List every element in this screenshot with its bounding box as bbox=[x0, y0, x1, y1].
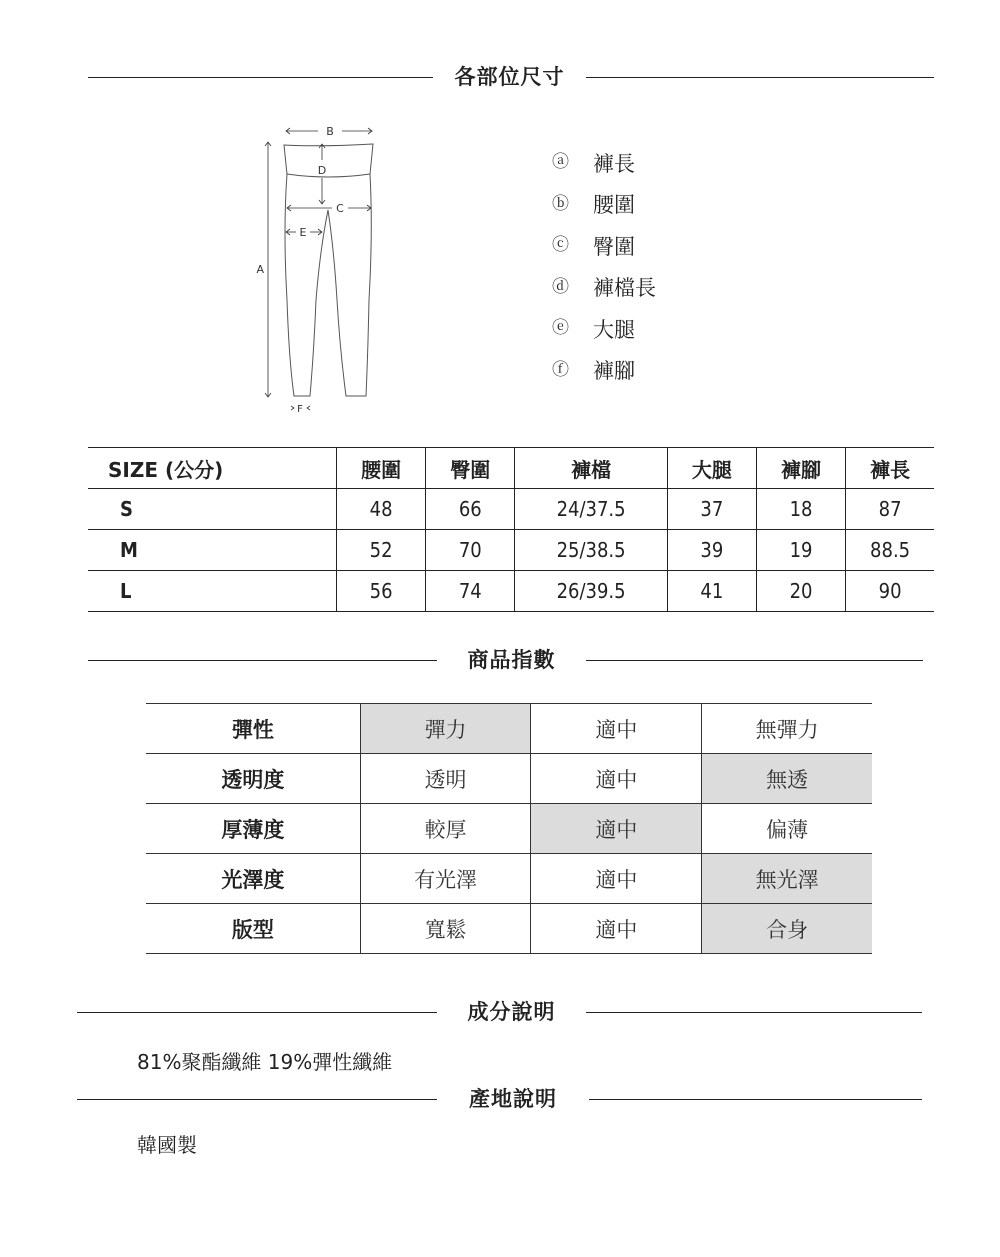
composition-text: 81%聚酯纖維 19%彈性纖維 bbox=[137, 1050, 393, 1074]
table-cell: 39 bbox=[667, 530, 756, 571]
size-label-cell: L bbox=[88, 571, 337, 612]
diagram-label-b: B bbox=[326, 125, 334, 138]
legend-badge-a: ⓐ bbox=[552, 152, 569, 173]
table-row bbox=[146, 754, 872, 804]
table-row bbox=[146, 704, 872, 754]
index-attribute: 厚薄度 bbox=[146, 804, 360, 854]
index-attribute: 版型 bbox=[146, 904, 360, 954]
table-row bbox=[88, 489, 934, 530]
index-option: 適中 bbox=[531, 754, 702, 804]
legend-label: 褲腳 bbox=[593, 359, 635, 384]
diagram-label-d: D bbox=[317, 164, 327, 177]
diagram-label-f: F bbox=[297, 404, 303, 415]
index-option: 偏薄 bbox=[702, 804, 872, 854]
measurement-legend bbox=[552, 142, 656, 391]
table-row bbox=[88, 530, 934, 571]
legend-item bbox=[552, 267, 656, 309]
index-attribute: 光澤度 bbox=[146, 854, 360, 904]
index-option: 適中 bbox=[531, 904, 702, 954]
composition-heading-label: 成分說明 bbox=[437, 997, 586, 1027]
diagram-label-a: A bbox=[256, 263, 264, 276]
table-cell: 87 bbox=[846, 489, 934, 530]
heading-rule-left bbox=[77, 1012, 437, 1013]
index-option: 較厚 bbox=[360, 804, 531, 854]
index-option: 適中 bbox=[531, 854, 702, 904]
table-cell: 20 bbox=[756, 571, 845, 612]
index-option: 適中 bbox=[531, 804, 702, 854]
table-row bbox=[146, 804, 872, 854]
table-cell: 56 bbox=[337, 571, 426, 612]
legend-badge-b: ⓑ bbox=[552, 193, 569, 214]
diagram-label-e: E bbox=[299, 226, 307, 239]
legend-badge-d: ⓓ bbox=[552, 276, 569, 297]
table-cell: 90 bbox=[846, 571, 934, 612]
table-cell: 19 bbox=[756, 530, 845, 571]
size-label-cell: S bbox=[88, 489, 337, 530]
product-index-table bbox=[146, 703, 872, 954]
leggings-diagram bbox=[0, 0, 1000, 420]
table-cell: 37 bbox=[667, 489, 756, 530]
legend-badge-c: ⓒ bbox=[552, 235, 569, 256]
table-cell: 24/37.5 bbox=[515, 489, 667, 530]
size-header-cell: 腰圍 bbox=[337, 448, 426, 489]
index-heading-label: 商品指數 bbox=[437, 645, 586, 675]
legend-label: 褲檔長 bbox=[593, 276, 656, 301]
composition-heading bbox=[0, 997, 1000, 1027]
table-cell: 26/39.5 bbox=[515, 571, 667, 612]
index-option: 無彈力 bbox=[702, 704, 872, 754]
index-option: 合身 bbox=[702, 904, 872, 954]
legend-badge-e: ⓔ bbox=[552, 318, 569, 339]
table-row bbox=[146, 904, 872, 954]
heading-rule-right bbox=[586, 660, 923, 661]
legend-label: 腰圍 bbox=[593, 193, 635, 218]
table-cell: 41 bbox=[667, 571, 756, 612]
index-heading bbox=[0, 645, 1000, 675]
table-row bbox=[146, 854, 872, 904]
table-cell: 52 bbox=[337, 530, 426, 571]
legend-label: 臀圍 bbox=[593, 234, 635, 259]
index-attribute: 透明度 bbox=[146, 754, 360, 804]
legend-label: 褲長 bbox=[593, 151, 635, 176]
index-option: 有光澤 bbox=[360, 854, 531, 904]
index-option: 寬鬆 bbox=[360, 904, 531, 954]
index-option: 無光澤 bbox=[702, 854, 872, 904]
size-header-cell: 褲腳 bbox=[756, 448, 845, 489]
index-attribute: 彈性 bbox=[146, 704, 360, 754]
table-cell: 74 bbox=[426, 571, 515, 612]
table-cell: 48 bbox=[337, 489, 426, 530]
heading-rule-right bbox=[589, 1099, 922, 1100]
origin-heading-label: 產地說明 bbox=[437, 1084, 589, 1114]
table-cell: 66 bbox=[426, 489, 515, 530]
index-option: 無透 bbox=[702, 754, 872, 804]
legend-item bbox=[552, 308, 656, 350]
table-cell: 25/38.5 bbox=[515, 530, 667, 571]
legend-badge-f: ⓕ bbox=[552, 359, 569, 380]
table-cell: 70 bbox=[426, 530, 515, 571]
heading-rule-left bbox=[77, 1099, 437, 1100]
size-header-cell: 褲長 bbox=[846, 448, 934, 489]
diagram-label-c: C bbox=[336, 202, 344, 215]
legend-item bbox=[552, 350, 656, 392]
legend-label: 大腿 bbox=[593, 317, 635, 342]
table-row bbox=[88, 571, 934, 612]
legend-item bbox=[552, 225, 656, 267]
size-label-cell: M bbox=[88, 530, 337, 571]
heading-rule-right bbox=[586, 1012, 922, 1013]
heading-rule-left bbox=[88, 660, 437, 661]
size-table-header-row bbox=[88, 448, 934, 489]
index-option: 彈力 bbox=[360, 704, 531, 754]
origin-heading bbox=[0, 1084, 1000, 1114]
size-header-cell: 臀圍 bbox=[426, 448, 515, 489]
origin-text: 韓國製 bbox=[137, 1133, 197, 1157]
table-cell: 88.5 bbox=[846, 530, 934, 571]
legend-item bbox=[552, 184, 656, 226]
measure-heading-label: 各部位尺寸 bbox=[433, 62, 586, 92]
size-header-cell: 大腿 bbox=[667, 448, 756, 489]
table-cell: 18 bbox=[756, 489, 845, 530]
index-option: 透明 bbox=[360, 754, 531, 804]
index-option: 適中 bbox=[531, 704, 702, 754]
size-header-cell: SIZE (公分) bbox=[88, 448, 337, 489]
size-header-cell: 褲檔 bbox=[515, 448, 667, 489]
size-table bbox=[88, 447, 934, 612]
legend-item bbox=[552, 142, 656, 184]
